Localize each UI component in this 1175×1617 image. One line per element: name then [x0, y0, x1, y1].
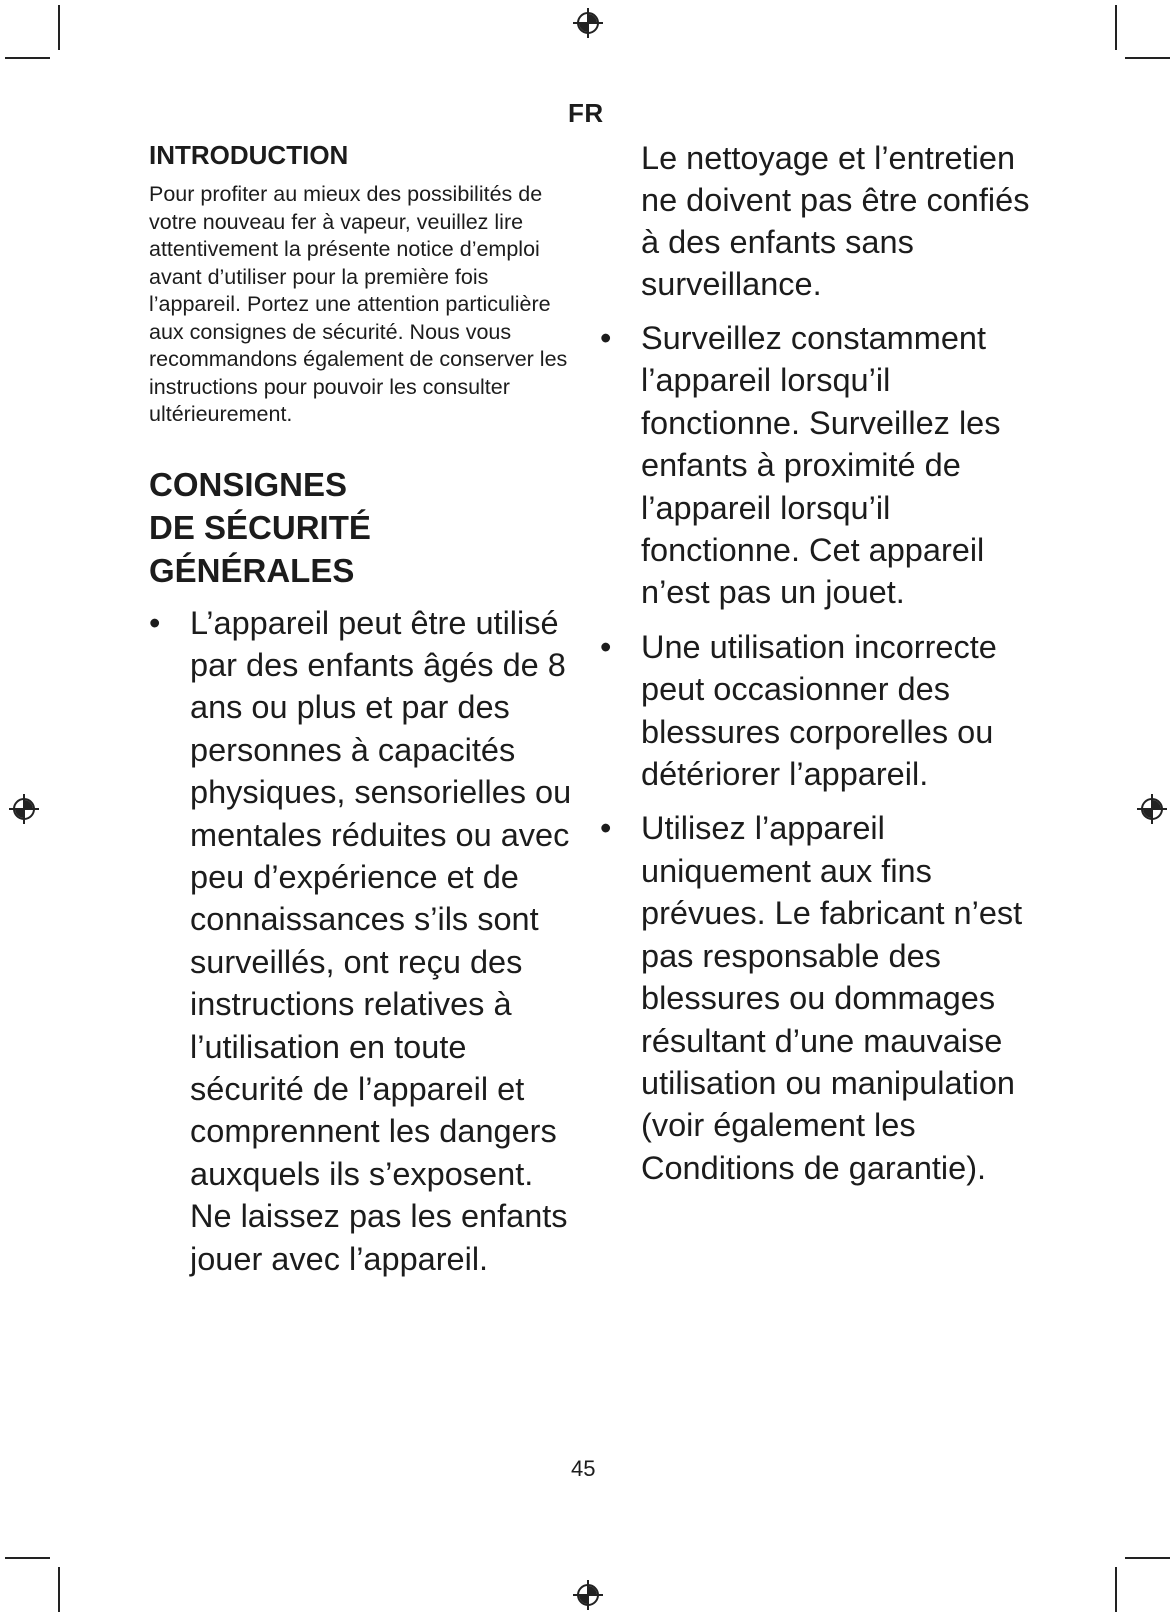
crop-mark: [1125, 1557, 1170, 1559]
safety-heading: [149, 463, 579, 592]
safety-list: [600, 317, 1050, 1189]
safety-item: [600, 807, 1050, 1189]
safety-item-text: Surveillez constamment l’appareil lorsqu’il fonctionne. Surveillez les enfants à proximité de l’appareil lorsqu’il fonctionne. Cet appareil n’est pas un jouet.: [641, 320, 1001, 611]
left-column: [149, 140, 579, 1280]
registration-mark-icon: [9, 794, 39, 824]
safety-heading-line: DE SÉCURITÉ: [149, 508, 371, 546]
safety-item-continuation: Le nettoyage et l’entretien ne doivent pas être confiés à des enfants sans surveillance.: [641, 140, 1030, 302]
bullet-icon: •: [149, 604, 161, 641]
bullet-icon: •: [600, 320, 612, 356]
page-number: 45: [571, 1456, 596, 1481]
crop-mark: [1115, 5, 1117, 50]
safety-list: [149, 602, 579, 1281]
safety-heading-line: CONSIGNES: [149, 465, 348, 503]
crop-mark: [1115, 1567, 1117, 1612]
crop-mark: [58, 5, 60, 50]
bullet-icon: •: [600, 628, 612, 665]
crop-mark: [5, 1557, 50, 1559]
registration-mark-icon: [573, 8, 603, 38]
safety-item-text: Une utilisation incorrecte peut occasionner des blessures corporelles ou détériorer l’appareil.: [641, 628, 997, 793]
introduction-paragraph: Pour profiter au mieux des possibilités de votre nouveau fer à vapeur, veuillez lire attentivement la présente notice d’emploi avant d’utiliser pour la première fois l’appareil. Portez une attention particulière aux consignes de sécurité. Nous vous recommandons également de conserver les instructions pour pouvoir les consulter ultérieurement.: [149, 182, 568, 426]
registration-mark-icon: [573, 1580, 603, 1610]
safety-item: [600, 626, 1050, 796]
crop-mark: [5, 57, 50, 59]
safety-item: [149, 602, 579, 1281]
right-column: [600, 137, 1050, 1201]
safety-item-text: L’appareil peut être utilisé par des enfants âgés de 8 ans ou plus et par des personnes à capacités physiques, sensorielles ou mentales réduites ou avec peu d’expérience et de connaissances s’ils sont surveillés, ont reçu des instructions relatives à l’utilisation en toute sécurité de l’appareil et comprennent les dangers auxquels ils s’exposent. Ne laissez pas les enfants jouer avec l’appareil.: [190, 604, 572, 1277]
language-label: FR: [568, 98, 604, 128]
safety-item-text: Utilisez l’appareil uniquement aux fins prévues. Le fabricant n’est pas responsable des blessures ou dommages résultant d’une mauvaise utilisation ou manipulation (voir également les Conditions de garantie).: [641, 810, 1023, 1186]
registration-mark-icon: [1137, 794, 1167, 824]
introduction-heading: INTRODUCTION: [149, 140, 349, 170]
safety-heading-line: GÉNÉRALES: [149, 551, 355, 589]
crop-mark: [1125, 57, 1170, 59]
safety-item: [600, 317, 1050, 614]
crop-mark: [58, 1567, 60, 1612]
bullet-icon: •: [600, 810, 612, 847]
